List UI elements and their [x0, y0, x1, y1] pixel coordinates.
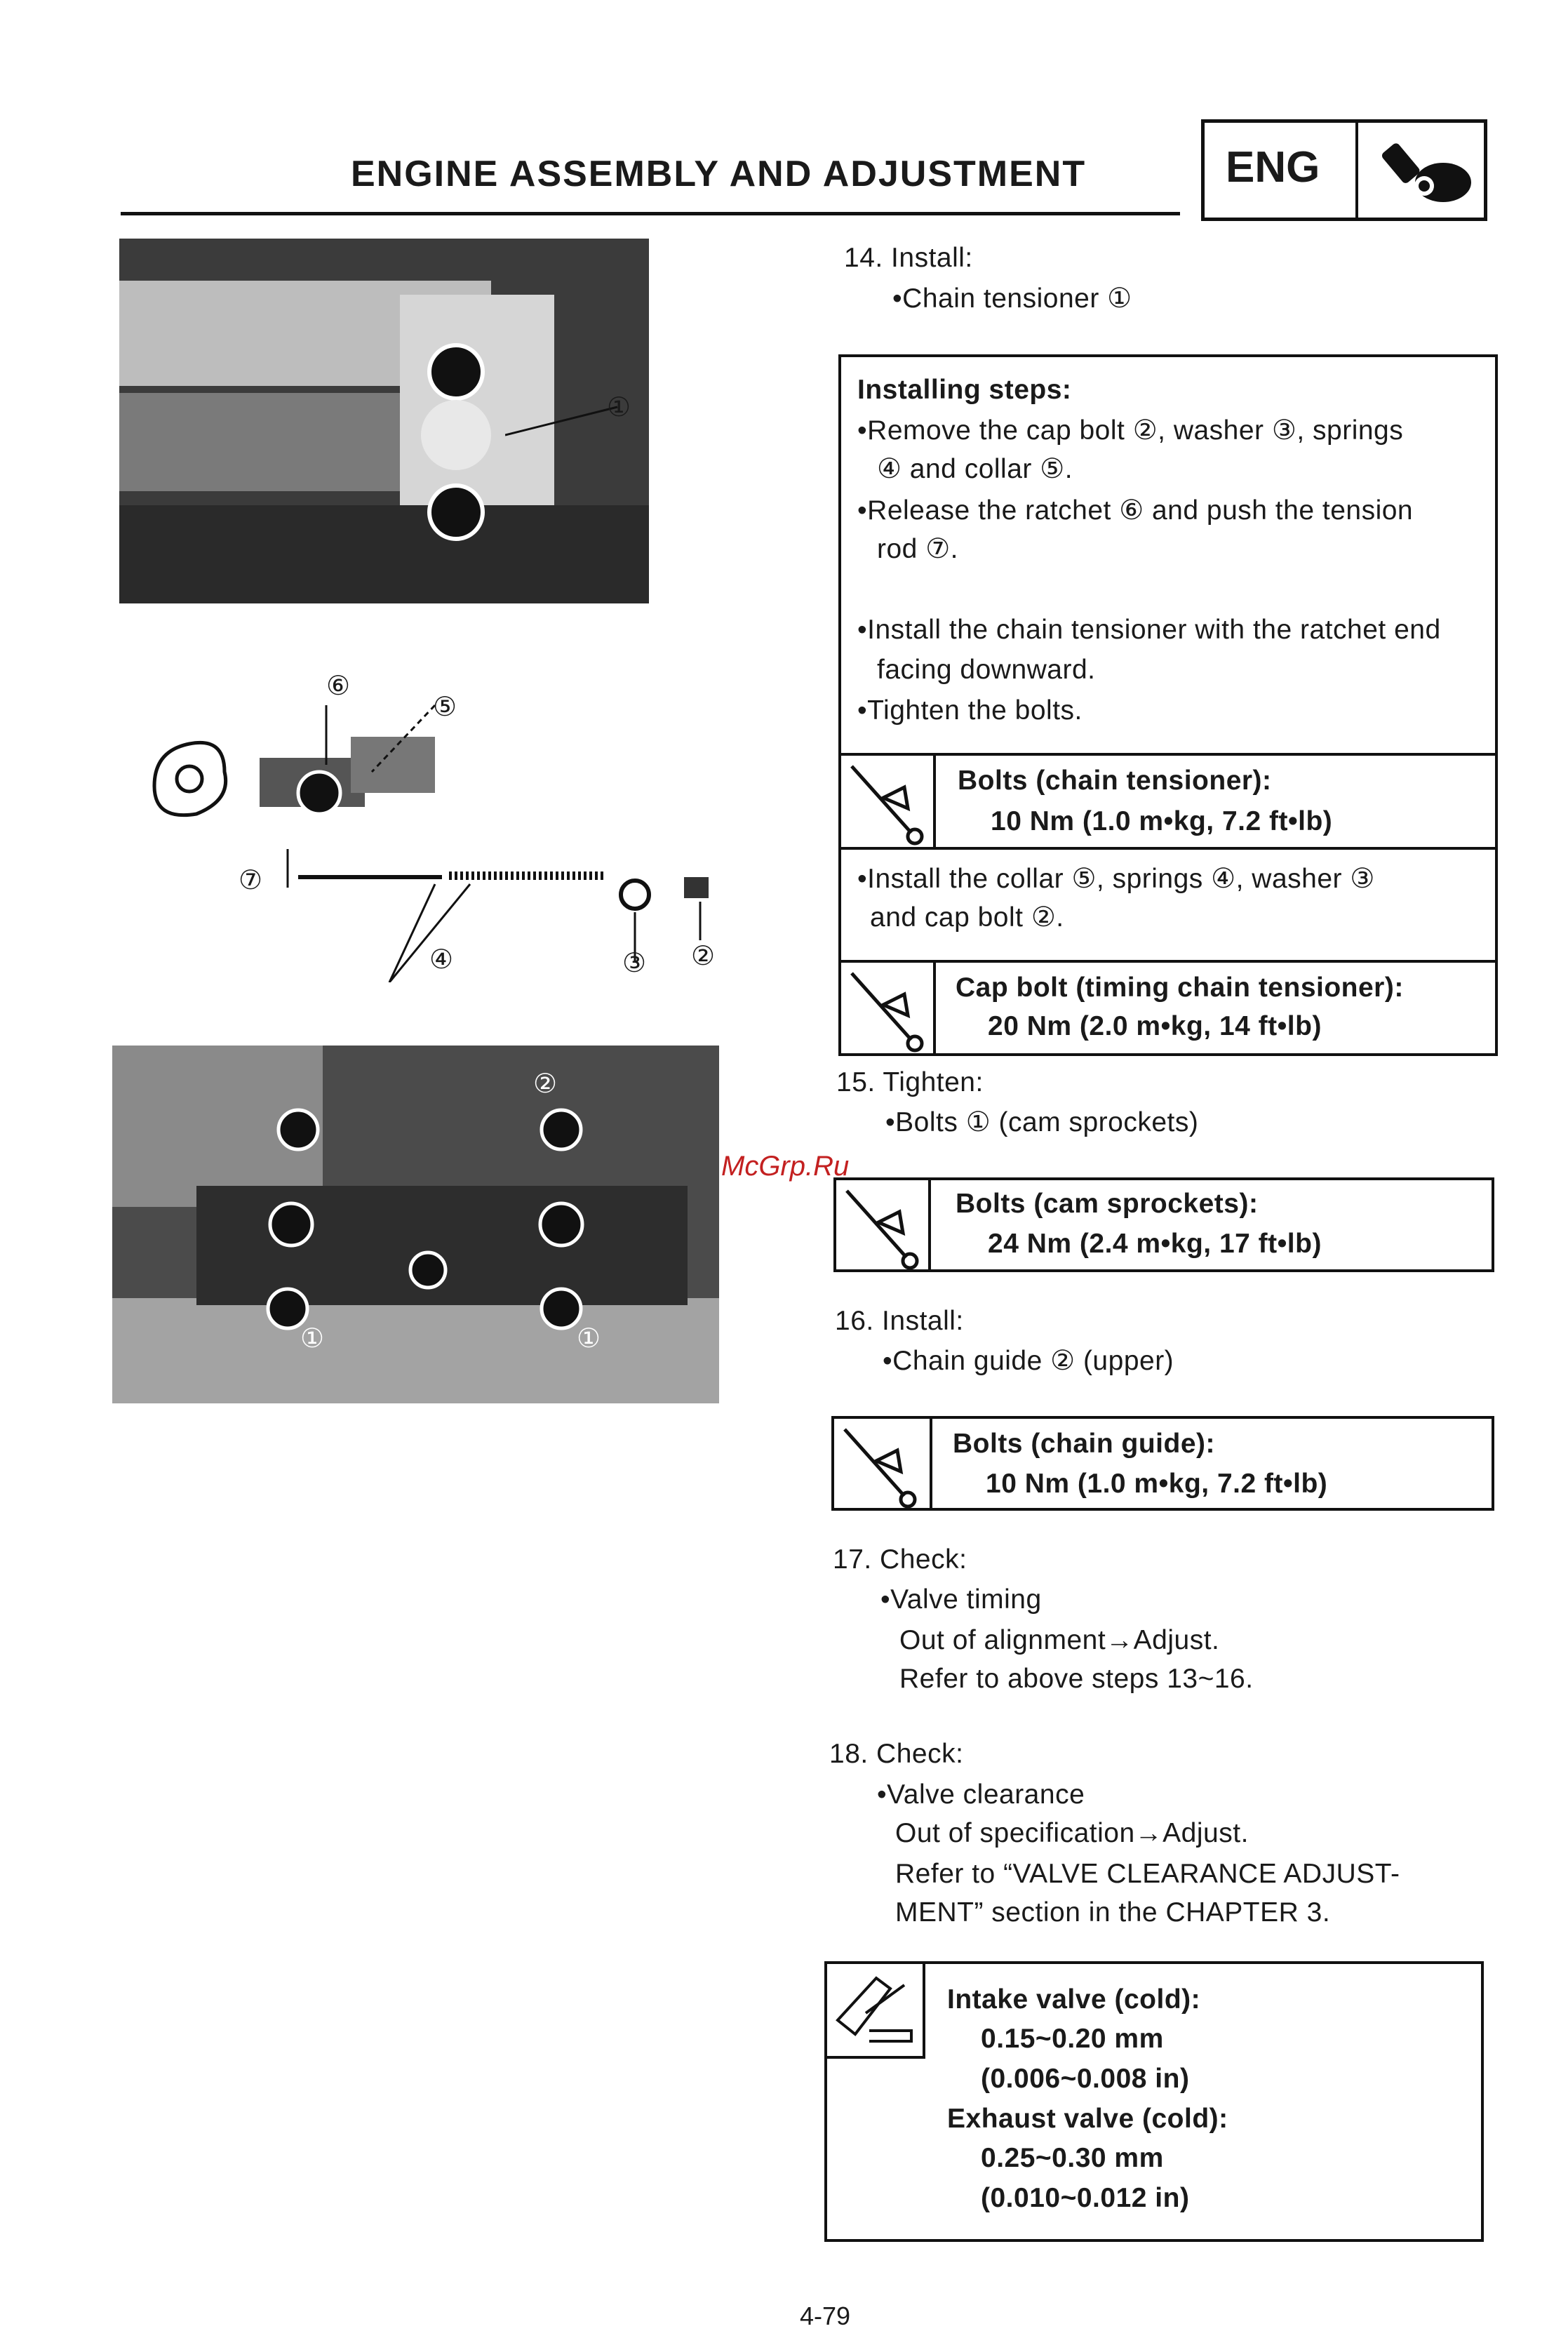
torque-wrench-cell	[836, 1180, 931, 1269]
callout-2: ②	[691, 940, 716, 971]
torque-wrench-cell	[841, 963, 936, 1053]
torque-wrench-cell	[834, 1419, 932, 1508]
watermark: McGrp.Ru	[721, 1151, 850, 1182]
step-18-heading: 18. Check:	[829, 1739, 964, 1769]
torque-1-label: Bolts (chain tensioner):	[958, 766, 1272, 796]
gauge-cell	[827, 1964, 925, 2059]
callout-4: ④	[429, 944, 454, 975]
step-16-item: •Chain guide ② (upper)	[883, 1346, 1174, 1376]
callout-6: ⑥	[326, 670, 351, 701]
step-18-line3: Refer to “VALVE CLEARANCE ADJUST-	[895, 1859, 1400, 1889]
torque-2-label: Cap bolt (timing chain tensioner):	[956, 973, 1404, 1003]
step-18-line2: Out of specification→Adjust.	[895, 1818, 1249, 1848]
intake-mm: 0.15~0.20 mm	[981, 2024, 1164, 2054]
step-17-heading: 17. Check:	[833, 1544, 967, 1575]
step-16-heading: 16. Install:	[835, 1306, 964, 1336]
torque-1-value: 10 Nm (1.0 m•kg, 7.2 ft•lb)	[991, 806, 1333, 836]
torque-cam-value: 24 Nm (2.4 m•kg, 17 ft•lb)	[988, 1229, 1322, 1259]
badge-divider	[1355, 123, 1358, 218]
step-15-heading: 15. Tighten:	[836, 1067, 984, 1097]
installing-line-5: •Install the chain tensioner with the ratchet end	[857, 615, 1441, 645]
torque-cam-label: Bolts (cam sprockets):	[956, 1189, 1259, 1219]
step-17-item: •Valve timing	[880, 1584, 1042, 1615]
callout-7: ⑦	[239, 864, 263, 895]
section-badge-label: ENG	[1226, 143, 1320, 192]
installing-line-1: •Remove the cap bolt ②, washer ③, springs	[857, 415, 1404, 446]
page-number: 4-79	[800, 2302, 851, 2330]
step-18-item: •Valve clearance	[877, 1779, 1085, 1810]
header-rule	[121, 212, 1180, 215]
torque-wrench-icon	[841, 756, 932, 847]
step-15-item: •Bolts ① (cam sprockets)	[885, 1107, 1199, 1137]
callout-1-photo-right: ①	[577, 1323, 601, 1354]
torque-guide-label: Bolts (chain guide):	[953, 1429, 1215, 1459]
installing-line-4: rod ⑦.	[877, 534, 959, 564]
torque-wrench-cell	[841, 756, 936, 847]
step-14-item: •Chain tensioner ①	[892, 283, 1132, 314]
cam-sprocket-photo	[112, 1046, 719, 1403]
callout-5: ⑤	[433, 691, 457, 722]
installing-line-7: •Tighten the bolts.	[857, 695, 1083, 726]
installing-line-8: •Install the collar ⑤, springs ④, washer ③	[857, 864, 1375, 894]
feeler-gauge-icon	[827, 1964, 918, 2052]
installing-line-6: facing downward.	[877, 655, 1096, 685]
torque-wrench-icon	[841, 963, 932, 1054]
exhaust-label: Exhaust valve (cold):	[947, 2104, 1228, 2134]
exhaust-in: (0.010~0.012 in)	[981, 2183, 1190, 2213]
installing-steps-title: Installing steps:	[857, 375, 1072, 405]
intake-label: Intake valve (cold):	[947, 1984, 1201, 2015]
callout-1-photo-left: ①	[300, 1323, 325, 1354]
installing-line-9: and cap bolt ②.	[870, 902, 1064, 933]
torque-wrench-icon	[834, 1419, 929, 1509]
torque-guide-value: 10 Nm (1.0 m•kg, 7.2 ft•lb)	[986, 1469, 1328, 1499]
step-17-line2: Out of alignment→Adjust.	[899, 1625, 1220, 1655]
page-title: ENGINE ASSEMBLY AND ADJUSTMENT	[351, 154, 1087, 194]
cam-sprocket-photo-art	[112, 1046, 719, 1403]
installing-line-2: ④ and collar ⑤.	[877, 454, 1073, 484]
exhaust-mm: 0.25~0.30 mm	[981, 2143, 1164, 2173]
installing-line-3: •Release the ratchet ⑥ and push the tension	[857, 495, 1414, 526]
section-badge	[1201, 119, 1487, 221]
torque-2-value: 20 Nm (2.0 m•kg, 14 ft•lb)	[988, 1011, 1322, 1041]
torque-wrench-icon	[836, 1180, 927, 1270]
callout-1: ①	[607, 392, 631, 422]
intake-in: (0.006~0.008 in)	[981, 2064, 1190, 2094]
callout-3: ③	[622, 947, 647, 978]
step-14-heading: 14. Install:	[844, 243, 973, 273]
step-17-line3: Refer to above steps 13~16.	[899, 1664, 1254, 1694]
callout-2-photo: ②	[533, 1068, 558, 1099]
engine-icon	[1369, 137, 1482, 207]
step-18-line4: MENT” section in the CHAPTER 3.	[895, 1897, 1331, 1928]
